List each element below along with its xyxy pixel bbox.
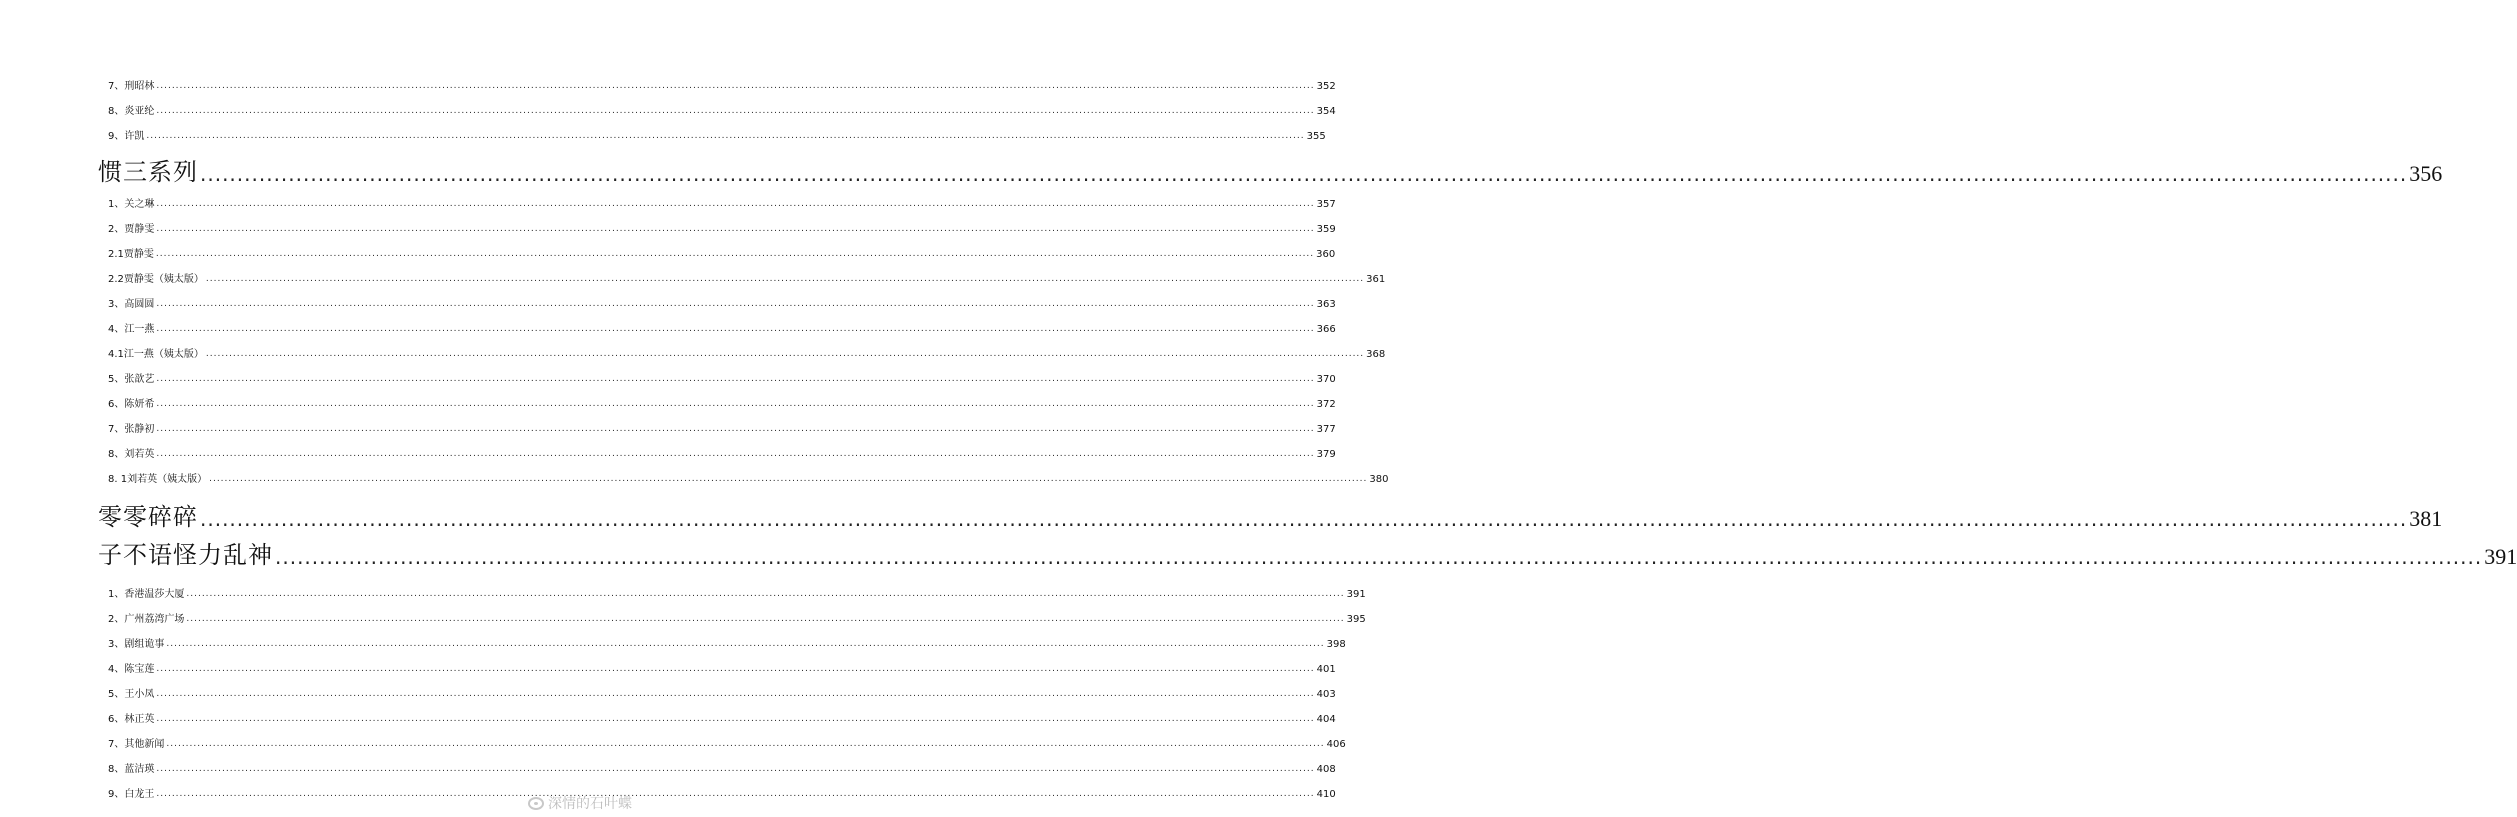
toc-label: 8. 1刘若英（姨太版） <box>108 474 208 485</box>
dot-leader: ............................................................................................................................................................................................................................................................................................................ <box>156 224 1315 234</box>
toc-page-number: 359 <box>1316 224 1336 235</box>
toc-page-number: 406 <box>1326 739 1346 750</box>
toc-entry <box>0 340 1386 360</box>
dot-leader: ............................................................................................................................................................................................................................................................................................................ <box>205 274 1365 284</box>
toc-page-number: 356 <box>2409 161 2443 186</box>
dot-leader: ............................................................................................................................................................................................................................................................................................................ <box>205 349 1365 359</box>
dot-leader: ............................................................................................................................................................................................................................................................................................................ <box>156 374 1315 384</box>
dot-leader: ............................................................................................................................................................................................................................................................................................................ <box>155 249 1315 259</box>
toc-label: 4、陈宝莲 <box>108 664 155 675</box>
toc-label: 5、张歆艺 <box>108 374 155 385</box>
toc-page-number: 352 <box>1316 81 1336 92</box>
toc-entry <box>0 315 1336 335</box>
toc-entry <box>0 365 1336 385</box>
dot-leader: ............................................................................................................................................................................................................................................................................................................ <box>209 474 1368 484</box>
toc-entry <box>0 630 1346 650</box>
toc-label: 6、陈妍希 <box>108 399 155 410</box>
toc-label: 7、刑昭林 <box>108 81 155 92</box>
toc-label: 3、高圆圆 <box>108 299 155 310</box>
toc-page-number: 408 <box>1316 764 1336 775</box>
toc-page-number: 372 <box>1316 399 1336 410</box>
toc-label: 2、广州荔湾广场 <box>108 614 185 625</box>
toc-label: 1、关之琳 <box>108 199 155 210</box>
toc-page-number: 360 <box>1316 249 1336 260</box>
toc-label: 7、其他新闻 <box>108 739 165 750</box>
dot-leader: ............................................................................................................................................................................................................................................................................................................ <box>166 739 1325 749</box>
toc-page-number: 355 <box>1306 131 1326 142</box>
toc-page-number: 403 <box>1316 689 1336 700</box>
toc-label: 8、蓝洁瑛 <box>108 764 155 775</box>
dot-leader: ............................................................................................................................................................................................................................................................................................................ <box>156 199 1315 209</box>
toc-entry <box>0 190 1336 210</box>
dot-leader: ............................................................................................................................................................................................................................................................................................................ <box>156 789 1315 799</box>
toc-page-number: 401 <box>1316 664 1336 675</box>
toc-heading <box>0 530 2517 570</box>
dot-leader: ............................................................................................................................................................................................................................................................................................................ <box>156 81 1315 91</box>
dot-leader: ............................................................................................................................................................................................................................................................................................................ <box>156 764 1315 774</box>
toc-entry <box>0 97 1336 117</box>
toc-entry <box>0 390 1336 410</box>
toc-label: 4、江一燕 <box>108 324 155 335</box>
dot-leader: ............................................................................................................................................................................................................................................................................................................ <box>166 639 1325 649</box>
toc-entry <box>0 580 1366 600</box>
toc-page-number: 379 <box>1316 449 1336 460</box>
toc-label: 5、王小凤 <box>108 689 155 700</box>
toc-page-number: 395 <box>1346 614 1366 625</box>
toc-entry <box>0 240 1336 260</box>
toc-entry <box>0 290 1336 310</box>
toc-page-number: 368 <box>1366 349 1386 360</box>
toc-label: 8、刘若英 <box>108 449 155 460</box>
toc-entry <box>0 415 1336 435</box>
toc-page-number: 361 <box>1366 274 1386 285</box>
toc-page-number: 377 <box>1316 424 1336 435</box>
dot-leader: ............................................................................................................................................................................................................................................................................................................ <box>156 399 1315 409</box>
toc-label: 9、白龙王 <box>108 789 155 800</box>
dot-leader: ............................................................................................................................................................................................................................................................................................................ <box>156 664 1315 674</box>
toc-entry <box>0 215 1336 235</box>
toc-entry <box>0 730 1346 750</box>
toc-page-number: 354 <box>1316 106 1336 117</box>
toc-label: 4.1江一燕（姨太版） <box>108 349 204 360</box>
dot-leader: ............................................................................................................................................................................................................................................................................................................ <box>146 131 1305 141</box>
toc-page-number: 398 <box>1326 639 1346 650</box>
toc-label: 子不语怪力乱神 <box>98 541 273 569</box>
toc-label: 惯三系列 <box>98 158 198 186</box>
toc-label: 1、香港温莎大厦 <box>108 589 185 600</box>
toc-page-number: 357 <box>1316 199 1336 210</box>
toc-heading <box>0 492 2443 532</box>
toc-label: 2.2贾静雯（姨太版） <box>108 274 204 285</box>
toc-page-number: 381 <box>2409 506 2443 531</box>
toc-heading <box>0 147 2443 187</box>
toc-entry <box>0 705 1336 725</box>
toc-label: 3、剧组诡事 <box>108 639 165 650</box>
dot-leader: ............................................................................................................................................................................................................................................................................................................ <box>156 449 1315 459</box>
watermark <box>528 793 632 813</box>
toc-entry <box>0 655 1336 675</box>
dot-leader: ............................................................................................................................................................................................................................................................................................................ <box>275 545 2483 569</box>
toc-entry <box>0 440 1336 460</box>
toc-label: 2、贾静雯 <box>108 224 155 235</box>
toc-label: 2.1贾静雯 <box>108 249 154 260</box>
weibo-icon <box>528 797 544 810</box>
toc-entry <box>0 465 1389 485</box>
dot-leader: ............................................................................................................................................................................................................................................................................................................ <box>200 162 2408 186</box>
dot-leader: ............................................................................................................................................................................................................................................................................................................ <box>186 589 1345 599</box>
toc-label: 8、炎亚纶 <box>108 106 155 117</box>
toc-page-number: 391 <box>2484 544 2517 569</box>
toc-page-number: 391 <box>1346 589 1366 600</box>
toc-page-number: 410 <box>1316 789 1336 800</box>
dot-leader: ............................................................................................................................................................................................................................................................................................................ <box>156 106 1315 116</box>
toc-entry <box>0 680 1336 700</box>
toc-page-number: 370 <box>1316 374 1336 385</box>
toc-page-number: 363 <box>1316 299 1336 310</box>
toc-page-number: 380 <box>1369 474 1389 485</box>
watermark-text: 深情的石叶蝶 <box>548 796 632 812</box>
toc-label: 6、林正英 <box>108 714 155 725</box>
toc-label: 零零碎碎 <box>98 503 198 531</box>
dot-leader: ............................................................................................................................................................................................................................................................................................................ <box>200 507 2408 531</box>
toc-entry <box>0 122 1326 142</box>
toc-label: 7、张静初 <box>108 424 155 435</box>
toc-page-number: 366 <box>1316 324 1336 335</box>
toc-entry <box>0 72 1336 92</box>
dot-leader: ............................................................................................................................................................................................................................................................................................................ <box>156 689 1315 699</box>
toc-entry <box>0 605 1366 625</box>
dot-leader: ............................................................................................................................................................................................................................................................................................................ <box>156 324 1315 334</box>
dot-leader: ............................................................................................................................................................................................................................................................................................................ <box>156 424 1315 434</box>
dot-leader: ............................................................................................................................................................................................................................................................................................................ <box>156 299 1315 309</box>
toc-entry <box>0 265 1386 285</box>
toc-page-number: 404 <box>1316 714 1336 725</box>
toc-label: 9、许凯 <box>108 131 145 142</box>
dot-leader: ............................................................................................................................................................................................................................................................................................................ <box>186 614 1345 624</box>
dot-leader: ............................................................................................................................................................................................................................................................................................................ <box>156 714 1315 724</box>
toc-entry <box>0 755 1336 775</box>
